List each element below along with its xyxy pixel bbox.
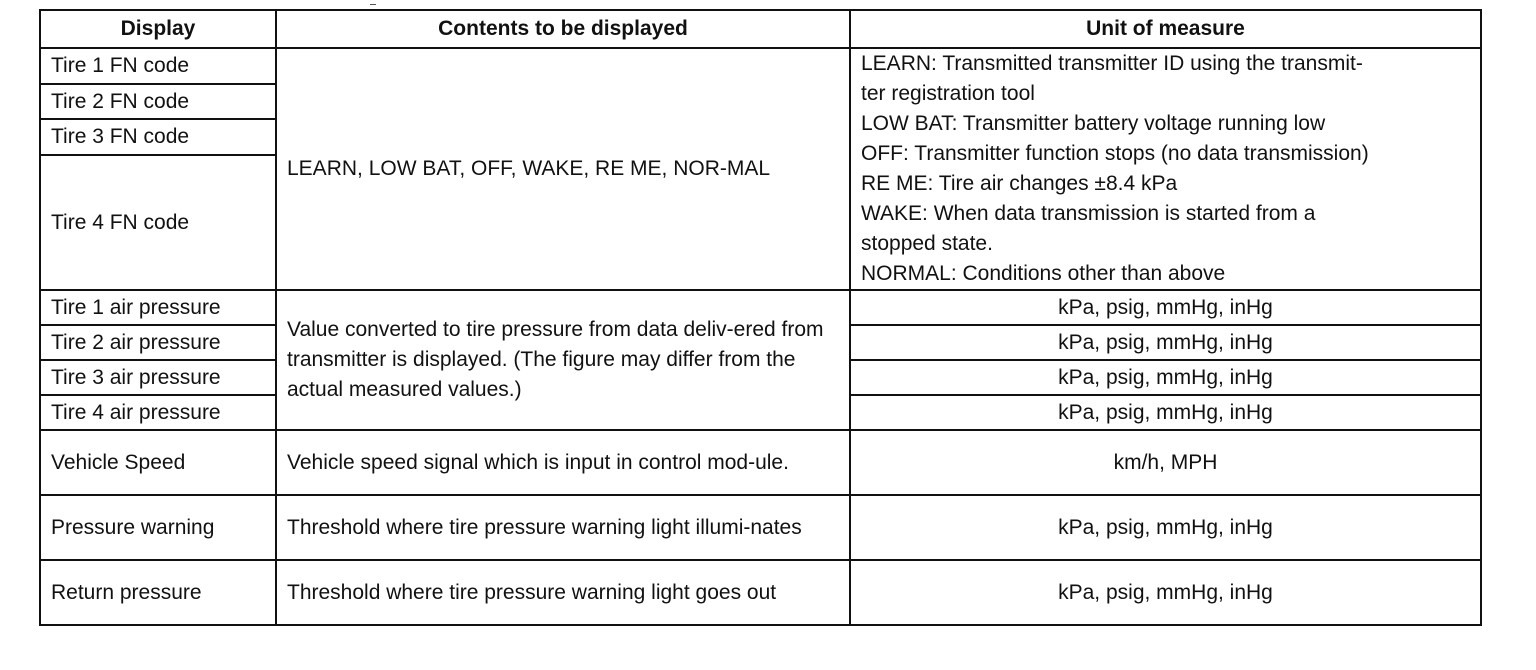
display-cell: Tire 2 FN code (40, 84, 276, 120)
contents-text: Value converted to tire pressure from data deliv-ered from transmitter is displayed. (The figure may differ from the actual measured values.) (287, 318, 824, 401)
unit-cell: kPa, psig, mmHg, inHg (850, 360, 1481, 395)
display-cell: Tire 4 FN code (40, 155, 276, 290)
unit-line: WAKE: When data transmission is started from a (861, 202, 1316, 225)
header-contents: Contents to be displayed (276, 10, 850, 48)
header-row (40, 10, 1481, 48)
contents-text: Threshold where tire pressure warning light illumi-nates (287, 515, 802, 539)
unit-line: OFF: Transmitter function stops (no data transmission) (861, 142, 1369, 165)
contents-cell (276, 495, 850, 560)
header-display: Display (40, 10, 276, 48)
contents-cell (276, 560, 850, 625)
unit-line: ter registration tool (861, 82, 1035, 105)
unit-cell: kPa, psig, mmHg, inHg (850, 495, 1481, 560)
contents-text: Vehicle speed signal which is input in control mod-ule. (287, 450, 789, 474)
unit-line: LOW BAT: Transmitter battery voltage running low (861, 112, 1326, 135)
table-row (40, 290, 1481, 325)
monitor-item-table (39, 9, 1482, 626)
unit-line: RE ME: Tire air changes ±8.4 kPa (861, 172, 1178, 195)
display-cell: Tire 3 air pressure (40, 360, 276, 395)
unit-cell: kPa, psig, mmHg, inHg (850, 290, 1481, 325)
stray-mark (370, 4, 376, 5)
unit-cell-fn-codes (850, 48, 1481, 290)
unit-line: LEARN: Transmitted transmitter ID using the transmit- (861, 52, 1363, 75)
header-unit: Unit of measure (850, 10, 1481, 48)
display-cell: Tire 1 FN code (40, 48, 276, 84)
unit-cell: kPa, psig, mmHg, inHg (850, 395, 1481, 430)
contents-cell-fn-codes (276, 48, 850, 290)
display-cell: Tire 4 air pressure (40, 395, 276, 430)
contents-text: LEARN, LOW BAT, OFF, WAKE, RE ME, NOR-MAL (287, 157, 771, 180)
table-row (40, 560, 1481, 625)
display-cell: Tire 3 FN code (40, 119, 276, 155)
table-row (40, 495, 1481, 560)
display-cell: Vehicle Speed (40, 430, 276, 495)
unit-cell: km/h, MPH (850, 430, 1481, 495)
contents-text: Threshold where tire pressure warning light goes out (287, 580, 777, 604)
unit-line: NORMAL: Conditions other than above (861, 262, 1226, 285)
unit-line: stopped state. (861, 232, 993, 255)
contents-cell (276, 430, 850, 495)
display-cell: Tire 2 air pressure (40, 325, 276, 360)
contents-cell-air-pressure (276, 290, 850, 430)
display-cell: Tire 1 air pressure (40, 290, 276, 325)
unit-cell: kPa, psig, mmHg, inHg (850, 560, 1481, 625)
table-row (40, 430, 1481, 495)
unit-cell: kPa, psig, mmHg, inHg (850, 325, 1481, 360)
display-cell: Return pressure (40, 560, 276, 625)
display-cell: Pressure warning (40, 495, 276, 560)
table-row (40, 48, 1481, 84)
